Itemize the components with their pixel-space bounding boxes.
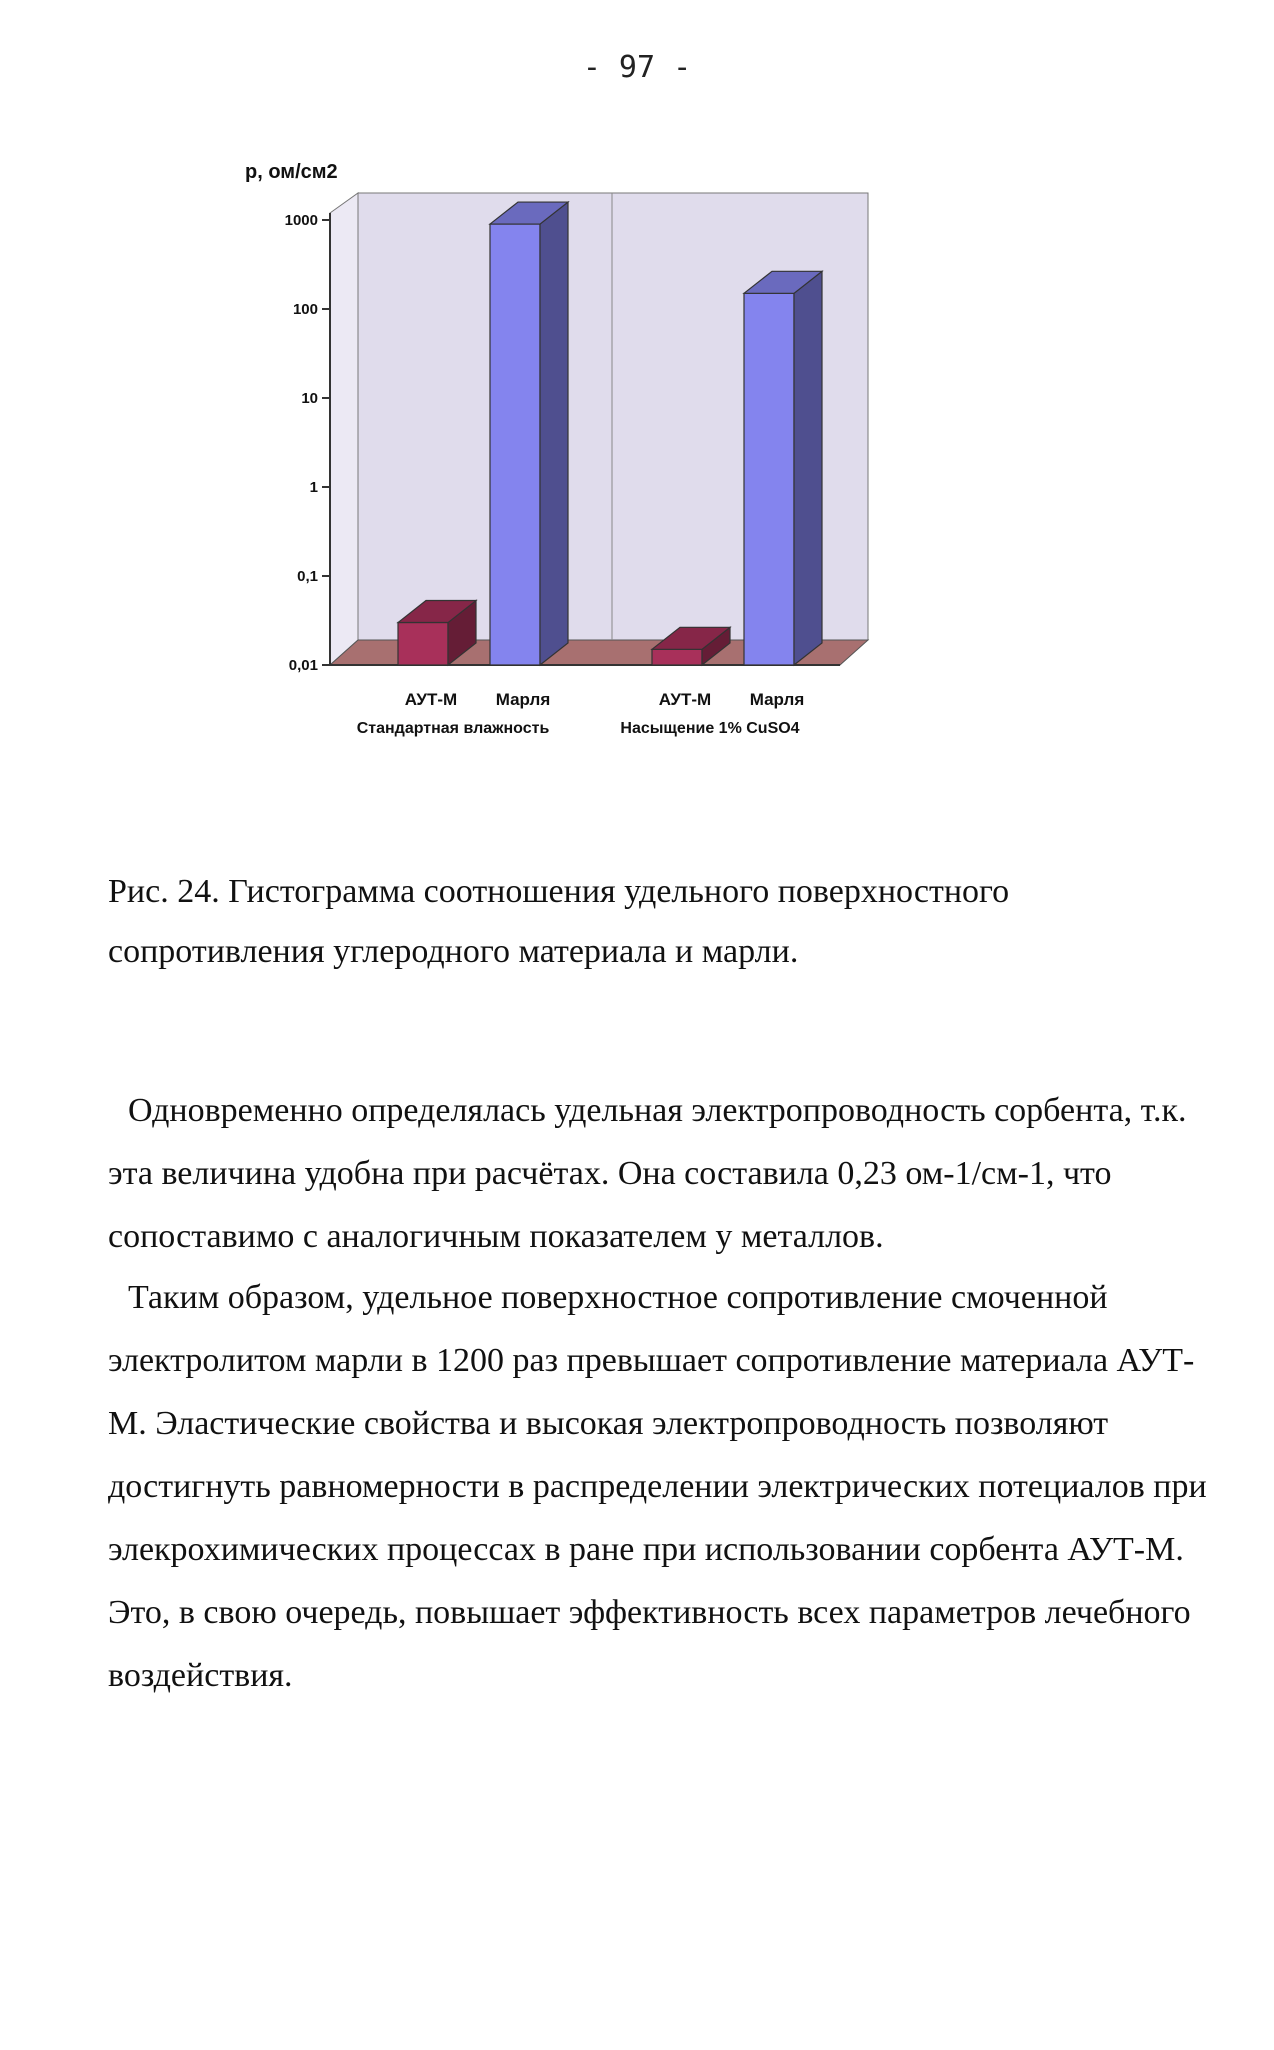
- bar-front: [398, 623, 448, 665]
- bar-front: [652, 649, 702, 665]
- chart-left-wall: [330, 193, 358, 665]
- y-tick-label: 1000: [284, 212, 318, 229]
- y-axis-label: p, ом/см2: [245, 161, 338, 183]
- category-label: АУТ-М: [404, 690, 458, 709]
- y-ticks: [285, 212, 330, 674]
- group-label-saturation: Насыщение 1% CuSO4: [620, 720, 800, 737]
- figure-caption: Рис. 24. Гистограмма соотношения удельного поверхностного сопротивления углеродного материала и марли.: [108, 873, 1010, 970]
- bar: [744, 271, 822, 665]
- y-tick-label: 0,01: [288, 657, 318, 674]
- bar-side: [540, 202, 568, 665]
- category-label: АУТ-М: [658, 690, 712, 709]
- group-label-standard: Стандартная влажность: [356, 720, 550, 737]
- y-tick-label: 10: [301, 390, 318, 407]
- bar-front: [744, 293, 794, 665]
- y-tick-label: 1: [309, 479, 318, 496]
- y-tick-label: 0,1: [297, 568, 318, 585]
- category-label: Марля: [495, 690, 551, 709]
- bar: [490, 202, 568, 665]
- category-label: Марля: [749, 690, 805, 709]
- bar-side: [794, 271, 822, 665]
- paragraph-conductivity: Одновременно определялась удельная электропроводность сорбента, т.к. эта величина удобна при расчётах. Она составила 0,23 ом-1/см-1, что сопоставимо с аналогичным показателем у металлов.: [108, 1092, 1187, 1255]
- paragraph-conclusion: Таким образом, удельное поверхностное сопротивление смоченной электролитом марли в 1200 раз превышает сопротивление материала АУТ-М. Эластические свойства и высокая электропроводность позволяют достигнуть равномерности в распределении электрических потециалов при элекрохимических процессах в ране при использовании сорбента АУТ-М. Это, в свою очередь, повышает эффективность всех параметров лечебного воздействия.: [108, 1279, 1207, 1694]
- resistivity-chart: [0, 0, 1274, 760]
- page-number: - 97 -: [582, 50, 692, 85]
- y-tick-label: 100: [292, 301, 318, 318]
- category-labels: [405, 690, 804, 709]
- bar-front: [490, 224, 540, 665]
